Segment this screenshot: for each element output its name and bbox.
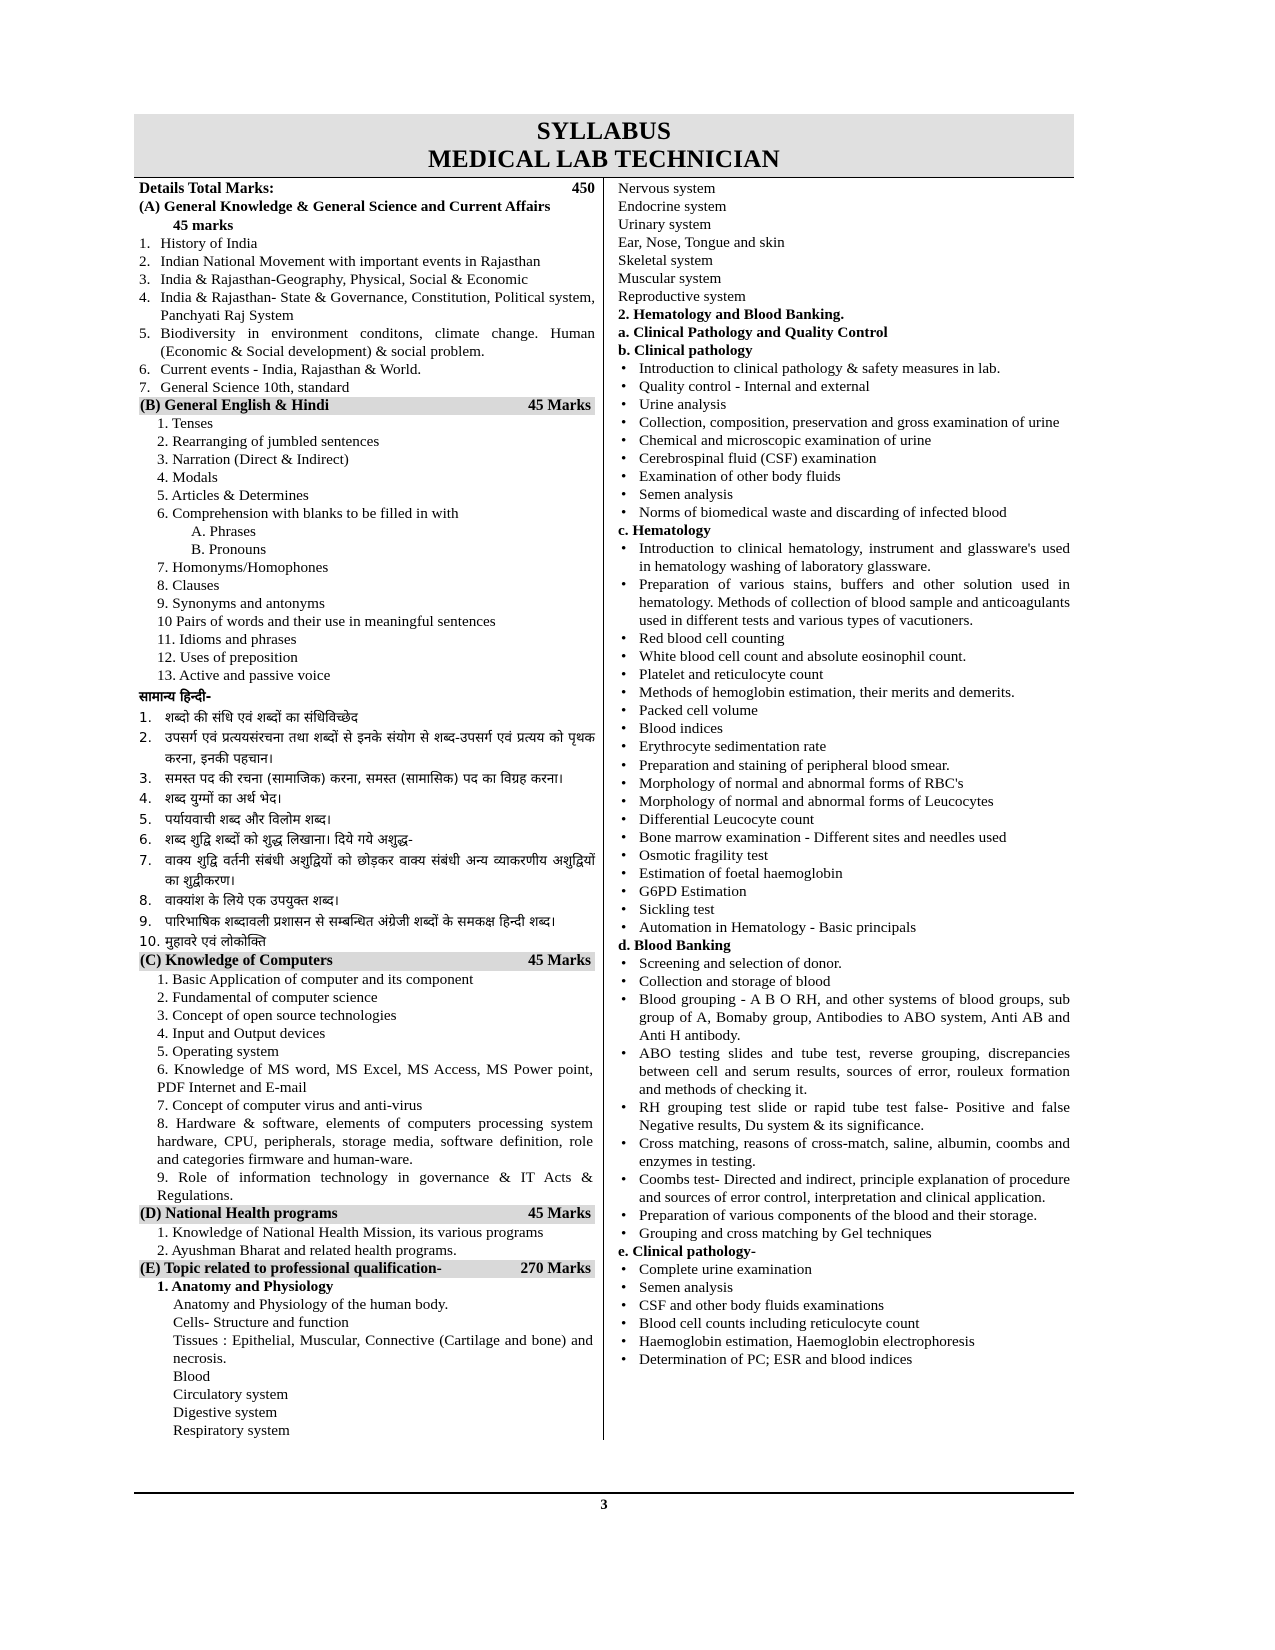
subsection-a-heading: a. Clinical Pathology and Quality Control: [618, 324, 888, 342]
bullet-item: [618, 720, 1070, 738]
bullet-item: [618, 829, 1070, 847]
list-sub-item: B. Pronouns: [191, 541, 267, 559]
bullet-item: [618, 486, 1070, 504]
list-item: 10 Pairs of words and their use in meaningful sentences: [157, 613, 496, 631]
bullet-icon: •: [621, 756, 627, 774]
bullet-item: [618, 955, 1070, 973]
page-number: 3: [600, 1497, 608, 1513]
bullet-item: [618, 414, 1070, 432]
bullet-icon: •: [621, 684, 627, 702]
list-item: 6. Knowledge of MS word, MS Excel, MS Access, MS Power point, PDF Internet and E-mail: [157, 1061, 593, 1097]
list-text: वाक्यांश के लिये एक उपयुक्त शब्द।: [165, 893, 339, 910]
bullet-item: [618, 811, 1070, 829]
bullet-text: Complete urine examination: [639, 1260, 812, 1278]
bullet-text: Platelet and reticulocyte count: [639, 666, 824, 684]
bullet-item: [618, 973, 1070, 991]
bullet-item: [618, 1351, 1070, 1369]
list-text: समस्त पद की रचना (सामाजिक) करना, समस्त (सामासिक) पद का विग्रह करना।: [165, 770, 563, 787]
bullet-text: Semen analysis: [639, 486, 734, 504]
bullet-text: G6PD Estimation: [639, 882, 747, 900]
list-item: Urinary system: [618, 216, 712, 234]
section-a-marks: 45 marks: [173, 216, 234, 234]
bullet-icon: •: [621, 378, 627, 396]
bullet-icon: •: [621, 774, 627, 792]
bullet-text: Preparation and staining of peripheral blood smear.: [639, 756, 950, 774]
list-item: Nervous system: [618, 180, 716, 197]
bullet-text: Erythrocyte sedimentation rate: [639, 738, 827, 756]
list-item: [139, 289, 595, 325]
syllabus-banner: [134, 114, 1074, 177]
bullet-icon: •: [621, 810, 627, 828]
bullet-text: ABO testing slides and tube test, reverse grouping, discrepancies between cell and serum results, sources of error, rouleux formation and methods of checking it.: [639, 1044, 1070, 1098]
list-text: Indian National Movement with important events in Rajasthan: [160, 252, 541, 270]
bullet-text: Screening and selection of donor.: [639, 954, 842, 972]
bullet-text: Examination of other body fluids: [639, 468, 841, 486]
bullet-icon: •: [621, 666, 627, 684]
bullet-text: Grouping and cross matching by Gel techniques: [639, 1224, 932, 1242]
list-item: [139, 271, 595, 289]
bullet-icon: •: [621, 576, 627, 594]
bullet-icon: •: [621, 432, 627, 450]
bullet-item: [618, 847, 1070, 865]
bullet-icon: •: [621, 918, 627, 936]
bullet-icon: •: [621, 1351, 627, 1369]
bullet-text: Preparation of various stains, buffers and other solution used in hematology. Methods of collection of blood sample and anticoagulants used in different tests and various types of vacutioners.: [639, 576, 1070, 630]
bullet-text: Packed cell volume: [639, 702, 758, 720]
list-item: 7. Concept of computer virus and anti-virus: [157, 1097, 423, 1115]
hindi-list-item: [139, 932, 595, 952]
list-number: 8.: [139, 893, 152, 910]
list-number: 2.: [139, 730, 152, 747]
bullet-icon: •: [621, 792, 627, 810]
bullet-icon: •: [621, 630, 627, 648]
list-text: Biodiversity in environment conditons, climate change. Human (Economic & Social development) & social problem.: [160, 324, 595, 360]
list-text: General Science 10th, standard: [160, 378, 350, 396]
bullet-text: White blood cell count and absolute eosinophil count.: [639, 648, 967, 666]
bullet-text: Morphology of normal and abnormal forms of RBC's: [639, 774, 964, 792]
bullet-text: Morphology of normal and abnormal forms of Leucocytes: [639, 792, 994, 810]
list-item: [139, 379, 595, 397]
list-item: Skeletal system: [618, 252, 713, 270]
bullet-icon: •: [621, 648, 627, 666]
bullet-item: [618, 684, 1070, 702]
hindi-list-item: [139, 851, 595, 892]
bullet-icon: •: [621, 720, 627, 738]
hindi-list-item: [139, 891, 595, 911]
list-sub-item: A. Phrases: [191, 523, 256, 541]
bullet-item: [618, 468, 1070, 486]
bullet-icon: •: [621, 1260, 627, 1278]
hindi-list-item: [139, 708, 595, 728]
bullet-item: [618, 1261, 1070, 1279]
section-2-heading: 2. Hematology and Blood Banking.: [618, 306, 845, 324]
left-column: [134, 178, 604, 1440]
bullet-icon: •: [621, 972, 627, 990]
list-text: पर्यायवाची शब्द और विलोम शब्द।: [165, 811, 332, 828]
list-item: [139, 253, 595, 271]
list-item: 11. Idioms and phrases: [157, 631, 297, 649]
list-item: 9. Synonyms and antonyms: [157, 595, 325, 613]
list-number: 3.: [139, 270, 151, 288]
section-c-marks: 45 Marks: [528, 952, 591, 970]
bullet-icon: •: [621, 1098, 627, 1116]
list-number: 1.: [139, 234, 151, 252]
bullet-icon: •: [621, 1224, 627, 1242]
list-number: 2.: [139, 252, 151, 270]
list-number: 7.: [139, 852, 152, 869]
section-c-header: [139, 952, 595, 970]
bullet-icon: •: [621, 540, 627, 558]
section-e-subheading: 1. Anatomy and Physiology: [157, 1278, 334, 1296]
list-number: 4.: [139, 288, 151, 306]
bullet-icon: •: [621, 846, 627, 864]
bullet-icon: •: [621, 1333, 627, 1350]
section-e-heading: (E) Topic related to professional qualification-: [140, 1259, 442, 1277]
list-text: पारिभाषिक शब्दावली प्रशासन से सम्बन्धित अंग्रेजी शब्दों के समकक्ष हिन्दी शब्द।: [165, 913, 556, 930]
section-a-heading: (A) General Knowledge & General Science and Current Affairs: [139, 198, 551, 216]
list-text: India & Rajasthan-Geography, Physical, Social & Economic: [160, 270, 529, 288]
bullet-text: Introduction to clinical hematology, instrument and glassware's used in hematology washing of laboratory glassware.: [639, 540, 1070, 576]
bullet-item: [618, 1099, 1070, 1135]
details-total-marks-value: 450: [571, 180, 595, 197]
bullet-text: Automation in Hematology - Basic principals: [639, 918, 917, 936]
list-text: मुहावरे एवं लोकोक्ति: [165, 934, 266, 951]
list-item: Blood: [173, 1368, 211, 1386]
bullet-text: Chemical and microscopic examination of urine: [639, 432, 932, 450]
syllabus-title: SYLLABUS: [536, 118, 672, 145]
bullet-icon: •: [621, 486, 627, 504]
bullet-text: Methods of hemoglobin estimation, their merits and demerits.: [639, 684, 1015, 702]
list-item: 2. Fundamental of computer science: [157, 988, 378, 1006]
list-number: 7.: [139, 378, 151, 396]
list-item: 9. Role of information technology in governance & IT Acts & Regulations.: [157, 1169, 593, 1205]
section-d-header: [139, 1205, 595, 1223]
list-item: [139, 235, 595, 253]
list-number: 5.: [139, 811, 152, 828]
bullet-icon: •: [621, 450, 627, 468]
bullet-text: Collection, composition, preservation and gross examination of urine: [639, 414, 1060, 432]
list-item: 13. Active and passive voice: [157, 667, 331, 685]
bullet-icon: •: [621, 468, 627, 486]
syllabus-subtitle: MEDICAL LAB TECHNICIAN: [427, 146, 781, 173]
list-item: 1. Basic Application of computer and its component: [157, 970, 474, 988]
bullet-text: Cerebrospinal fluid (CSF) examination: [639, 450, 877, 468]
bullet-item: [618, 450, 1070, 468]
section-e-header: [139, 1260, 595, 1278]
bullet-icon: •: [621, 1206, 627, 1224]
section-b-header: [139, 397, 595, 415]
bullet-item: [618, 540, 1070, 576]
bullet-icon: •: [621, 414, 627, 432]
list-text: उपसर्ग एवं प्रत्ययसंरचना तथा शब्दों से इनके संयोग से शब्द-उपसर्ग एवं प्रत्यय को पृथक करना, इनकी पहचान।: [165, 730, 595, 767]
bullet-item: [618, 1207, 1070, 1225]
bullet-item: [618, 1333, 1070, 1351]
list-item: 1. Knowledge of National Health Mission, its various programs: [157, 1223, 544, 1241]
subsection-b-heading: b. Clinical pathology: [618, 342, 753, 360]
bullet-icon: •: [621, 738, 627, 756]
bullet-item: [618, 432, 1070, 450]
bullet-text: Coombs test- Directed and indirect, principle explanation of procedure and sources of error control, interpretation and clinical application.: [639, 1170, 1070, 1206]
list-item: 4. Modals: [157, 469, 218, 487]
list-item: 2. Rearranging of jumbled sentences: [157, 433, 380, 451]
list-item: Endocrine system: [618, 198, 727, 216]
bullet-icon: •: [621, 954, 627, 972]
list-number: 1.: [139, 709, 152, 726]
list-text: शब्दो की संधि एवं शब्दों का संधिविच्छेद: [165, 709, 358, 726]
bullet-icon: •: [621, 828, 627, 846]
list-number: 9.: [139, 913, 152, 930]
list-item: Digestive system: [173, 1404, 278, 1422]
bullet-item: [618, 775, 1070, 793]
bullet-text: Estimation of foetal haemoglobin: [639, 864, 843, 882]
bullet-item: [618, 1045, 1070, 1099]
bullet-item: [618, 1315, 1070, 1333]
bullet-item: [618, 793, 1070, 811]
bullet-text: Blood grouping - A B O RH, and other systems of blood groups, sub group of A, Bomaby group, Antibodies to ABO system, Anti AB and Anti H antibody.: [639, 990, 1070, 1044]
list-item: Anatomy and Physiology of the human body.: [173, 1296, 449, 1314]
list-item: 4. Input and Output devices: [157, 1024, 326, 1042]
bullet-text: Bone marrow examination - Different sites and needles used: [639, 828, 1007, 846]
list-item: 3. Narration (Direct & Indirect): [157, 451, 349, 469]
bullet-item: [618, 378, 1070, 396]
bullet-text: Osmotic fragility test: [639, 846, 769, 864]
list-text: शब्द युग्मों का अर्थ भेद।: [165, 791, 282, 808]
right-column: [604, 178, 1074, 1440]
bullet-icon: •: [621, 864, 627, 882]
hindi-list-item: [139, 810, 595, 830]
bullet-item: [618, 901, 1070, 919]
footer-divider: [134, 1492, 1074, 1494]
bullet-item: [618, 504, 1070, 522]
list-item: Respiratory system: [173, 1422, 290, 1440]
list-text: India & Rajasthan- State & Governance, Constitution, Political system, Panchyati Raj System: [160, 288, 595, 324]
bullet-item: [618, 1297, 1070, 1315]
bullet-icon: •: [621, 1296, 627, 1314]
bullet-text: Quality control - Internal and external: [639, 378, 870, 396]
list-number: 4.: [139, 791, 152, 808]
bullet-item: [618, 991, 1070, 1045]
subsection-d-heading: d. Blood Banking: [618, 936, 731, 954]
section-d-heading: (D) National Health programs: [140, 1205, 338, 1223]
bullet-icon: •: [621, 1134, 627, 1152]
bullet-text: Introduction to clinical pathology & safety measures in lab.: [639, 360, 1001, 378]
list-number: 10.: [139, 934, 161, 951]
hindi-list-item: [139, 789, 595, 809]
bullet-item: [618, 1171, 1070, 1207]
bullet-text: Urine analysis: [639, 396, 727, 414]
bullet-text: Norms of biomedical waste and discarding of infected blood: [639, 504, 1007, 522]
list-number: 6.: [139, 360, 151, 378]
bullet-text: Differential Leucocyte count: [639, 810, 815, 828]
bullet-icon: •: [621, 360, 627, 378]
section-d-marks: 45 Marks: [528, 1205, 591, 1223]
bullet-item: [618, 1135, 1070, 1171]
hindi-heading: सामान्य हिन्दी-: [139, 689, 212, 706]
syllabus-sheet: [134, 114, 1074, 1440]
bullet-item: [618, 666, 1070, 684]
list-item: 12. Uses of preposition: [157, 649, 298, 667]
bullet-text: Cross matching, reasons of cross-match, saline, albumin, coombs and enzymes in testing.: [639, 1134, 1070, 1170]
section-b-heading: (B) General English & Hindi: [140, 396, 329, 414]
hindi-list-item: [139, 830, 595, 850]
bullet-item: [618, 630, 1070, 648]
bullet-icon: •: [621, 900, 627, 918]
section-b-marks: 45 Marks: [528, 396, 591, 414]
bullet-text: Sickling test: [639, 900, 715, 918]
bullet-text: Collection and storage of blood: [639, 972, 831, 990]
list-item: Cells- Structure and function: [173, 1314, 349, 1332]
bullet-icon: •: [621, 1044, 627, 1062]
bullet-item: [618, 919, 1070, 937]
bullet-icon: •: [621, 990, 627, 1008]
section-e-marks: 270 Marks: [520, 1259, 591, 1277]
list-item: 2. Ayushman Bharat and related health programs.: [157, 1241, 457, 1259]
bullet-text: Preparation of various components of the blood and their storage.: [639, 1206, 1038, 1224]
bullet-text: Blood cell counts including reticulocyte count: [639, 1314, 920, 1332]
subsection-c-heading: c. Hematology: [618, 522, 711, 540]
bullet-text: Haemoglobin estimation, Haemoglobin electrophoresis: [639, 1333, 975, 1350]
list-item: 3. Concept of open source technologies: [157, 1006, 397, 1024]
bullet-item: [618, 648, 1070, 666]
list-item: 1. Tenses: [157, 415, 214, 433]
details-total-marks-label: Details Total Marks:: [139, 180, 275, 197]
bullet-item: [618, 1225, 1070, 1243]
bullet-text: RH grouping test slide or rapid tube test false- Positive and false Negative results, Du system & its significance.: [639, 1098, 1070, 1134]
bullet-icon: •: [621, 1170, 627, 1188]
bullet-item: [618, 883, 1070, 901]
bullet-item: [618, 757, 1070, 775]
list-text: Current events - India, Rajasthan & World.: [160, 360, 422, 378]
list-text: शब्द शुद्वि शब्दों को शुद्ध लिखाना। दिये गये अशुद्ध-: [165, 832, 413, 849]
bullet-item: [618, 396, 1070, 414]
syllabus-columns: [134, 177, 1074, 1440]
subsection-e-heading: e. Clinical pathology-: [618, 1242, 756, 1260]
list-item: 8. Clauses: [157, 577, 220, 595]
bullet-item: [618, 360, 1070, 378]
bullet-text: CSF and other body fluids examinations: [639, 1296, 885, 1314]
bullet-item: [618, 576, 1070, 630]
bullet-text: Semen analysis: [639, 1278, 734, 1296]
bullet-item: [618, 702, 1070, 720]
bullet-text: Blood indices: [639, 720, 723, 738]
hindi-list-item: [139, 728, 595, 769]
bullet-text: Determination of PC; ESR and blood indices: [639, 1351, 913, 1369]
bullet-icon: •: [621, 1278, 627, 1296]
details-total-marks-row: [139, 180, 595, 198]
bullet-icon: •: [621, 396, 627, 414]
hindi-list-item: [139, 912, 595, 932]
bullet-icon: •: [621, 1314, 627, 1332]
bullet-text: Red blood cell counting: [639, 630, 785, 648]
list-item: [139, 361, 595, 379]
list-text: History of India: [160, 234, 258, 252]
list-item: Ear, Nose, Tongue and skin: [618, 234, 785, 252]
list-item: [139, 325, 595, 361]
bullet-item: [618, 1279, 1070, 1297]
list-item: 7. Homonyms/Homophones: [157, 559, 329, 577]
list-item: 5. Articles & Determines: [157, 487, 309, 505]
list-number: 3.: [139, 770, 152, 787]
section-c-heading: (C) Knowledge of Computers: [140, 952, 333, 970]
list-item: Reproductive system: [618, 288, 746, 306]
hindi-list-item: [139, 769, 595, 789]
bullet-icon: •: [621, 504, 627, 522]
list-number: 6.: [139, 832, 152, 849]
list-text: वाक्य शुद्वि वर्तनी संबंधी अशुद्वियों को छोड़कर वाक्य संबंधी अन्य व्याकरणीय अशुद्वियों का शुद्वीकरण।: [165, 852, 595, 889]
bullet-icon: •: [621, 702, 627, 720]
list-number: 5.: [139, 324, 151, 342]
list-item: Muscular system: [618, 270, 722, 288]
list-item: Tissues : Epithelial, Muscular, Connective (Cartilage and bone) and necrosis.: [173, 1332, 593, 1368]
list-item: Circulatory system: [173, 1386, 289, 1404]
bullet-item: [618, 865, 1070, 883]
list-item: 6. Comprehension with blanks to be filled in with: [157, 505, 459, 523]
list-item: 5. Operating system: [157, 1043, 279, 1060]
bullet-icon: •: [621, 882, 627, 900]
bullet-item: [618, 738, 1070, 756]
list-item: 8. Hardware & software, elements of computers processing system hardware, CPU, peripherals, storage media, software definition, role and categories firmware and human-ware.: [157, 1115, 593, 1169]
